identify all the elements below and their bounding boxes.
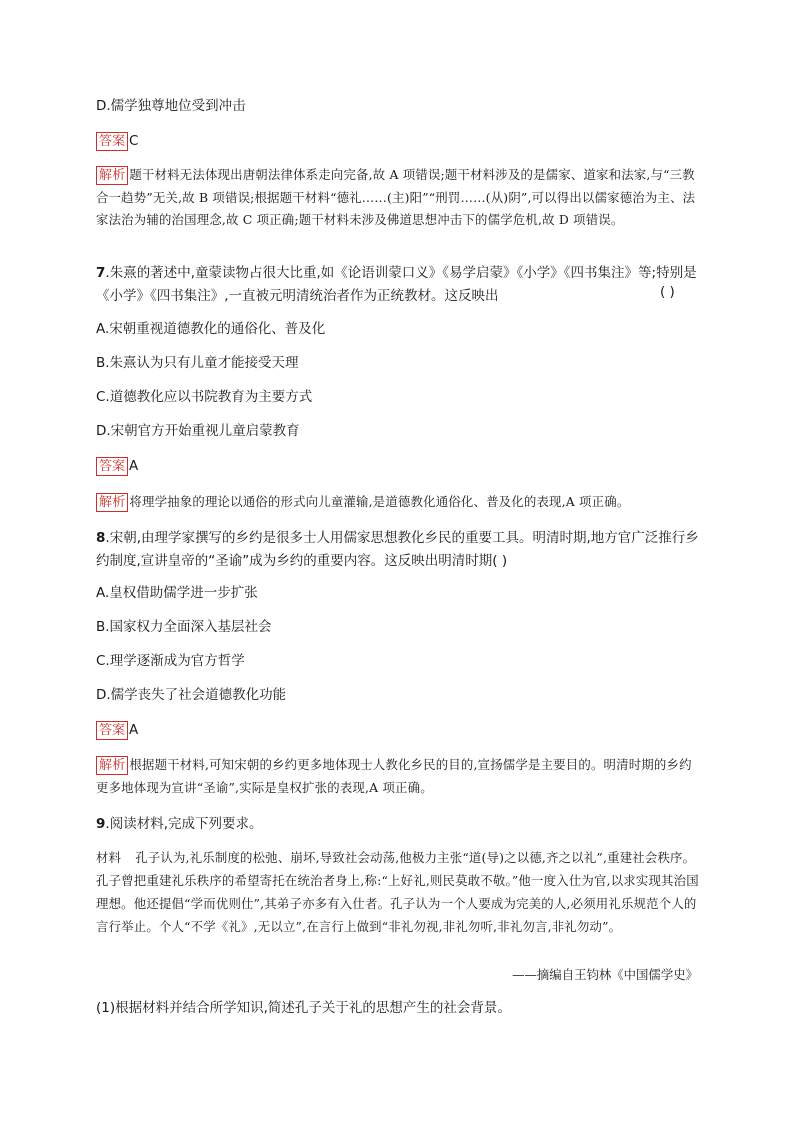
q8-option-d: D.儒学丧失了社会道德教化功能 bbox=[96, 687, 287, 703]
q7-option-c: C.道德教化应以书院教育为主要方式 bbox=[96, 389, 313, 405]
answer-tag: 答案 bbox=[96, 132, 128, 151]
material-label: 材料 bbox=[96, 850, 122, 865]
q8-option-b: B.国家权力全面深入基层社会 bbox=[96, 619, 272, 635]
answer-tag: 答案 bbox=[96, 457, 128, 476]
q9-stem bbox=[96, 813, 700, 836]
answer-tag: 答案 bbox=[96, 721, 128, 740]
explanation-text: 根据题干材料,可知宋朝的乡约更多地体现士人教化乡民的目的,宣扬儒学是主要目的。明清时期的乡约更多地体现为宣讲“圣谕”,实际是皇权扩张的表现,A 项正确。 bbox=[96, 757, 692, 795]
q8-answer bbox=[96, 720, 138, 740]
q6-answer bbox=[96, 131, 138, 151]
q8-option-a: A.皇权借助儒学进一步扩张 bbox=[96, 585, 258, 601]
q8-option-c: C.理学逐渐成为官方哲学 bbox=[96, 653, 245, 669]
q7-option-d: D.宋朝官方开始重视儿童启蒙教育 bbox=[96, 423, 300, 439]
q7-option-a: A.宋朝重视道德教化的通俗化、普及化 bbox=[96, 321, 326, 337]
explanation-tag: 解析 bbox=[96, 166, 128, 185]
answer-value: A bbox=[129, 722, 139, 738]
answer-value: A bbox=[129, 458, 139, 474]
q7-stem bbox=[96, 262, 700, 307]
question-text: .朱熹的著述中,童蒙读物占很大比重,如《论语训蒙口义》《易学启蒙》《小学》《四书集注》等;特别是《小学》《四书集注》,一直被元明清统治者作为正统教材。这反映出 bbox=[96, 265, 697, 304]
q7-answer bbox=[96, 456, 138, 476]
q6-explanation bbox=[96, 164, 696, 232]
q7-answer-paren: ( ) bbox=[660, 284, 675, 300]
question-text: .宋朝,由理学家撰写的乡约是很多士人用儒家思想教化乡民的重要工具。明清时期,地方官广泛推行乡约制度,宣讲皇帝的“圣谕”成为乡约的重要内容。这反映出明清时期( ) bbox=[96, 530, 699, 569]
explanation-tag: 解析 bbox=[96, 493, 128, 512]
answer-value: C bbox=[129, 133, 139, 149]
question-number: 7 bbox=[96, 265, 106, 281]
explanation-text: 题干材料无法体现出唐朝法律体系走向完备,故 A 项错误;题干材料涉及的是儒家、道家和法家,与“三教合一趋势”无关,故 B 项错误;根据题干材料“德礼……(主)阳”“刑罚……(从)阴”,可以得出以儒家德治为主、法家法治为辅的治国理念,故 C 项正确;题干材料未涉及佛道思想冲击下的儒学危机,故 D 项错误。 bbox=[96, 167, 696, 227]
q8-explanation bbox=[96, 754, 696, 799]
q7-explanation bbox=[96, 491, 696, 514]
question-number: 8 bbox=[96, 530, 106, 546]
q9-sub-question-1: (1)根据材料并结合所学知识,简述孔子关于礼的思想产生的社会背景。 bbox=[96, 1000, 511, 1016]
explanation-tag: 解析 bbox=[96, 756, 128, 775]
question-number: 9 bbox=[96, 816, 106, 832]
material-text: 孔子认为,礼乐制度的松弛、崩坏,导致社会动荡,他极力主张“道(导)之以德,齐之以礼”,重建社会秩序。孔子曾把重建礼乐秩序的希望寄托在统治者身上,称:“上好礼,则民莫敢不敬。”他一度入仕为官,以求实现其治国理想。他还提倡“学而优则仕”,其弟子亦多有入仕者。孔子认为一个人要成为完美的人,必须用礼乐规范个人的言行举止。个人“不学《礼》,无以立”,在言行上做到“非礼勿视,非礼勿听,非礼勿言,非礼勿动”。 bbox=[96, 850, 699, 934]
q7-option-b: B.朱熹认为只有儿童才能接受天理 bbox=[96, 355, 299, 371]
explanation-text: 将理学抽象的理论以通俗的形式向儿童灌输,是道德教化通俗化、普及化的表现,A 项正确。 bbox=[129, 494, 630, 509]
q8-stem bbox=[96, 527, 700, 572]
q6-option-d: D.儒学独尊地位受到冲击 bbox=[96, 98, 246, 114]
question-text: .阅读材料,完成下列要求。 bbox=[105, 816, 263, 832]
q9-source: ——摘编自王钧林《中国儒学史》 bbox=[512, 967, 698, 982]
q9-material bbox=[96, 846, 700, 938]
